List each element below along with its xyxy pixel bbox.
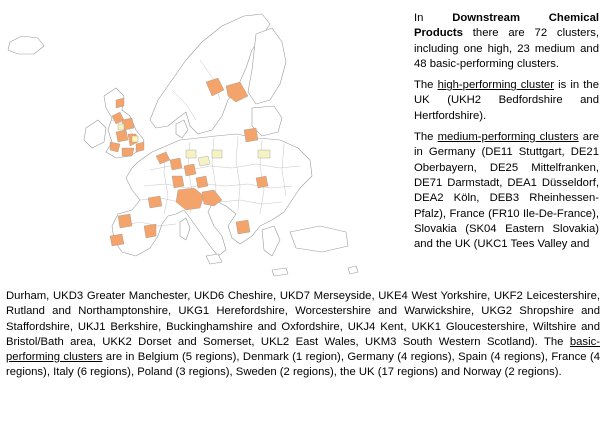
paragraph-continued: Durham, UKD3 Greater Manchester, UKD6 Cheshire, UKD7 Merseyside, UKE4 West Yorkshire, UKF2 Leicestershire, Rutland and Northamptonshire, UKG1 Herefordshire, Worcestershire and Warwickshire, UKG2 Shropshire and Staffordshire, UKJ1 Berkshire, Buckinghamshire and Oxfordshire, UKJ4 Kent, UKK1 Gloucestershire, Wiltshire and Bristol/Bath area, UKK2 Dorset and Somerset, UKL2 East Wales, UKM3 South Western Scotland). The basic-performing clusters are in Belgium (5 regions), Denmark (1 region), Germany (4 regions), Spain (4 regions), France (4 regions), Italy (6 regions), Poland (3 regions), Sweden (2 regions), the UK (17 regions) and Norway (2 regions). [6,290,600,379]
europe-cluster-map [0,0,405,302]
side-text [414,11,599,258]
sector-name: Downstream Chemical Products [414,12,600,40]
paragraph-medium: The medium-performing clusters are in Germany (DE11 Stuttgart, DE21 Oberbayern, DE25 Mittelfranken, DE71 Darmstadt, DEA1 Düsseldorf, DEA2 Köln, DEB3 Rheinhessen-Pfalz), France (FR10 Ile-De-France), Slovakia (SK04 Eastern Slovakia) and the UK (UKC1 Tees Valley and [414,131,600,251]
map-land [8,14,358,276]
high-performing-link[interactable]: high-performing cluster [437,79,555,92]
basic-performing-link[interactable]: basic-performing clusters [6,335,600,364]
medium-performing-link[interactable]: medium-performing clusters [437,131,579,144]
high-cluster [132,136,138,142]
paragraph-summary: In Downstream Chemical Products there are 72 clusters, including one high, 23 medium and 48 basic-performing clusters. [414,12,600,70]
paragraph-high: The high-performing cluster is in the UK (UKH2 Bedfordshire and Hertfordshire). [414,79,600,122]
